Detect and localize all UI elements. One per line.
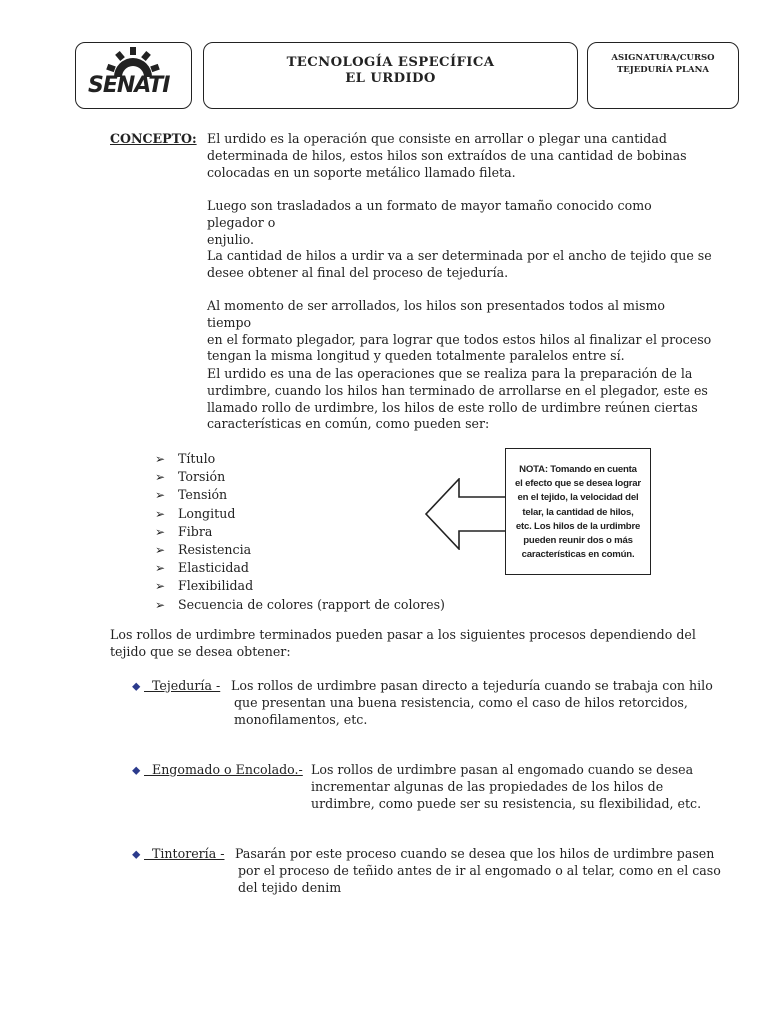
text-line: llamado rollo de urdimbre, los hilos de este rollo de urdimbre reúnen ciertas [207, 399, 698, 415]
concept-label: CONCEPTO: [110, 131, 197, 146]
concept-paragraph-1 [207, 131, 712, 181]
diamond-bullet-icon: ⬥ [132, 679, 141, 693]
text-line: por el proceso de teñido antes de ir al engomado o al telar, como en el caso [238, 862, 721, 878]
process-label-tejeduria: Tejeduría - [144, 678, 221, 693]
text-line: tejido que se desea obtener: [110, 643, 291, 659]
process-label-engomado: Engomado o Encolado.- [144, 762, 303, 777]
process-text-tejeduria [231, 678, 713, 728]
text-line: características en común, como pueden ser: [207, 416, 490, 432]
check-arrow-icon: ➢ [155, 506, 166, 521]
note-line: el efecto que se desea lograr [515, 478, 641, 490]
text-line: que presentan una buena resistencia, como el caso de hilos retorcidos, [234, 694, 688, 710]
subject-label: ASIGNATURA/CURSO [611, 53, 715, 63]
list-item: ➢ Torsión [155, 468, 445, 486]
processes-intro [110, 627, 696, 661]
diamond-bullet-icon: ⬥ [132, 763, 141, 777]
check-arrow-icon: ➢ [155, 452, 166, 466]
note-line: NOTA: Tomando en cuenta [519, 464, 637, 475]
text-line: determinada de hilos, estos hilos son extraídos de una cantidad de bobinas [207, 147, 687, 163]
diamond-bullet-icon: ⬥ [132, 847, 141, 861]
title-box [203, 42, 578, 109]
list-item: ➢ Elasticidad [155, 559, 445, 577]
check-arrow-icon: ➢ [155, 543, 166, 558]
process-text-engomado [311, 762, 701, 812]
text-line: El urdido es una de las operaciones que se realiza para la preparación de la [207, 366, 693, 381]
note-box [505, 448, 651, 575]
subject-box [587, 42, 739, 109]
text-line: Los rollos de urdimbre pasan directo a tejeduría cuando se trabaja con hilo [231, 678, 713, 693]
text-line: urdimbre, como puede ser su resistencia, su flexibilidad, etc. [311, 795, 702, 811]
text-line: colocadas en un soporte metálico llamado fileta. [207, 164, 516, 180]
text-line: urdimbre, cuando los hilos han terminado de arrollarse en el plegador, este es [207, 382, 708, 398]
list-item: ➢ Longitud [155, 505, 445, 523]
check-arrow-icon: ➢ [155, 561, 166, 576]
doc-title: TECNOLOGÍA ESPECÍFICA [286, 55, 495, 70]
note-line: pueden reunir dos o más [523, 535, 633, 547]
concept-paragraph-3 [207, 248, 712, 282]
list-item: ➢ Tensión [155, 486, 445, 504]
process-label-tintoreria: Tintorería - [144, 846, 225, 861]
note-line: telar, la cantidad de hilos, [522, 506, 634, 518]
text-line: Los rollos de urdimbre terminados pueden pasar a los siguientes procesos dependiendo del [110, 627, 696, 642]
subject-value: TEJEDURÍA PLANA [616, 65, 709, 75]
note-line: en el tejido, la velocidad del [517, 492, 639, 504]
concept-paragraph-5 [207, 366, 712, 433]
list-item: ➢ Resistencia [155, 541, 445, 559]
text-line: monofilamentos, etc. [234, 711, 368, 727]
text-line: Los rollos de urdimbre pasan al engomado cuando se desea [311, 762, 694, 777]
logo-text: SENATI [88, 73, 170, 98]
check-arrow-icon: ➢ [155, 579, 166, 594]
logo-box [75, 42, 192, 109]
text-line: desee obtener al final del proceso de tejeduría. [207, 264, 509, 280]
list-item: ➢ Título [155, 450, 445, 468]
check-arrow-icon: ➢ [155, 470, 166, 485]
check-arrow-icon: ➢ [155, 597, 166, 612]
process-text-tintoreria [235, 846, 721, 896]
text-line: en el formato plegador, para lograr que todos estos hilos al finalizar el proceso [207, 331, 712, 347]
list-item: ➢ Fibra [155, 523, 445, 541]
text-line: enjulio. [207, 231, 254, 247]
check-arrow-icon: ➢ [155, 488, 166, 503]
concept-paragraph-2 [207, 198, 712, 248]
note-line: etc. Los hilos de la urdimbre [515, 520, 641, 532]
text-line: Pasarán por este proceso cuando se desea que los hilos de urdimbre pasen [235, 846, 715, 861]
left-arrow-icon [424, 478, 508, 550]
text-line: Luego son trasladados a un formato de mayor tamaño conocido como plegador o [207, 198, 652, 230]
text-line: Al momento de ser arrollados, los hilos son presentados todos al mismo tiempo [207, 298, 666, 330]
text-line: del tejido denim [238, 879, 342, 895]
text-line: La cantidad de hilos a urdir va a ser determinada por el ancho de tejido que se [207, 248, 712, 263]
doc-subtitle: EL URDIDO [345, 71, 436, 86]
text-line: tengan la misma longitud y queden totalmente paralelos entre sí. [207, 348, 625, 364]
note-line: características en común. [521, 549, 635, 561]
text-line: El urdido es la operación que consiste en arrollar o plegar una cantidad [207, 131, 667, 146]
concept-paragraph-4 [207, 298, 712, 365]
characteristics-list [155, 450, 445, 614]
list-item: ➢ Secuencia de colores (rapport de colores) [155, 596, 445, 614]
list-item: ➢ Flexibilidad [155, 577, 445, 595]
check-arrow-icon: ➢ [155, 524, 166, 539]
text-line: incrementar algunas de las propiedades de los hilos de [311, 778, 664, 794]
